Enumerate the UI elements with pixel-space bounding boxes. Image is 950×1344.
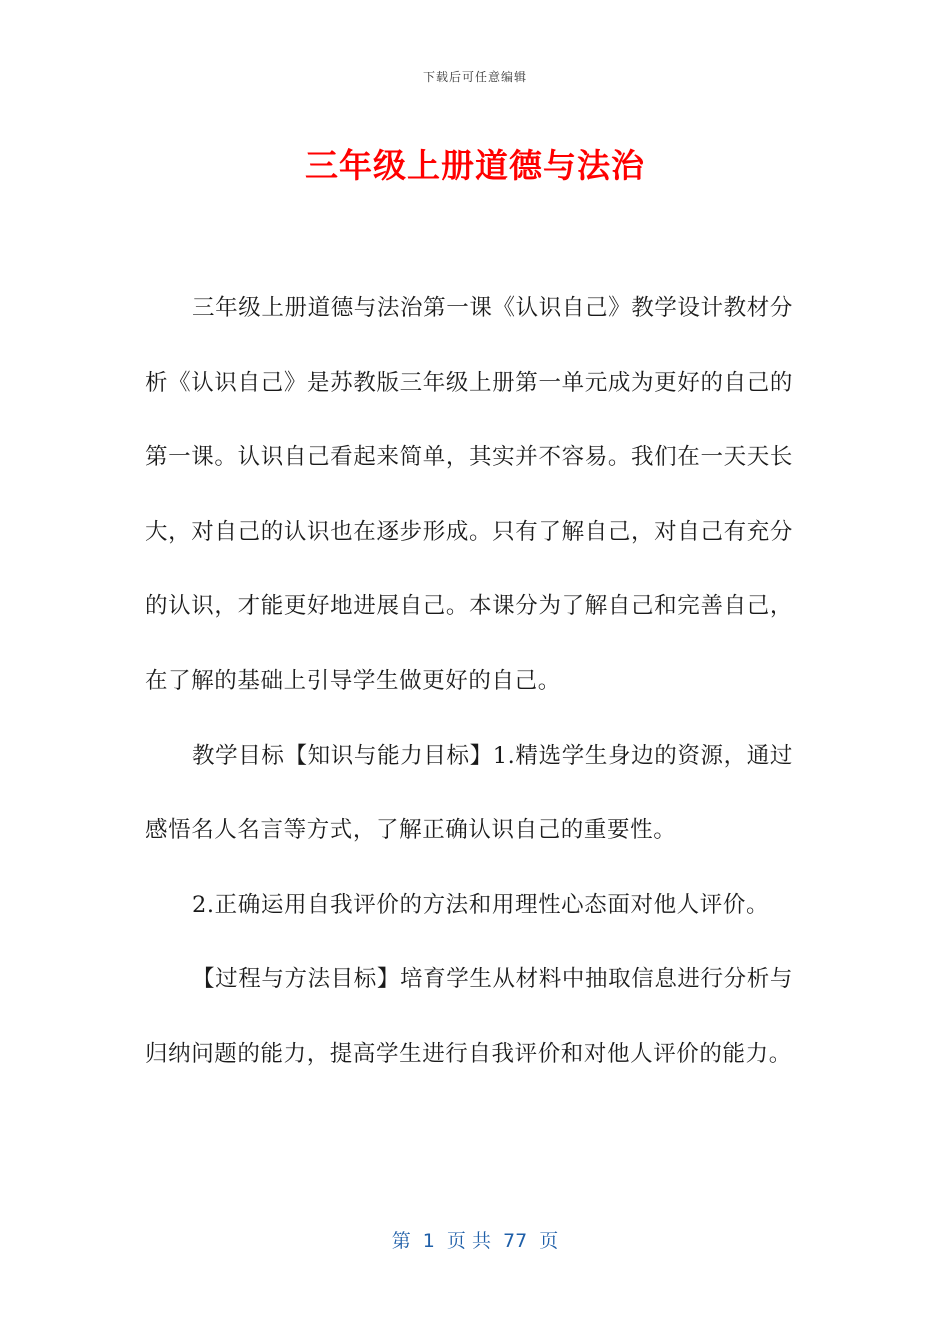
paragraph-objective-2: 2.正确运用自我评价的方法和用理性心态面对他人评价。 <box>192 891 770 918</box>
paragraph-objectives: 教学目标【知识与能力目标】1.精选学生身边的资源，通过感悟名人名言等方式，了解正确认识自己的重要性。 <box>145 742 793 844</box>
paragraph-intro: 三年级上册道德与法治第一课《认识自己》教学设计教材分析《认识自己》是苏教版三年级上册第一单元成为更好的自己的第一课。认识自己看起来简单，其实并不容易。我们在一天天长大，对自己的认识也在逐步形成。只有了解自己，对自己有充分的认识，才能更好地进展自己。本课分为了解自己和完善自己，在了解的基础上引导学生做更好的自己。 <box>145 295 793 694</box>
paragraph-process-goals: 【过程与方法目标】培育学生从材料中抽取信息进行分析与归纳问题的能力，提高学生进行自我评价和对他人评价的能力。 <box>145 966 793 1067</box>
document-title: 三年级上册道德与法治 <box>305 146 645 185</box>
document-body <box>145 271 793 1092</box>
header-note: 下载后可任意编辑 <box>422 70 527 84</box>
page-number-footer: 第 1 页 共 77 页 <box>391 1230 559 1252</box>
